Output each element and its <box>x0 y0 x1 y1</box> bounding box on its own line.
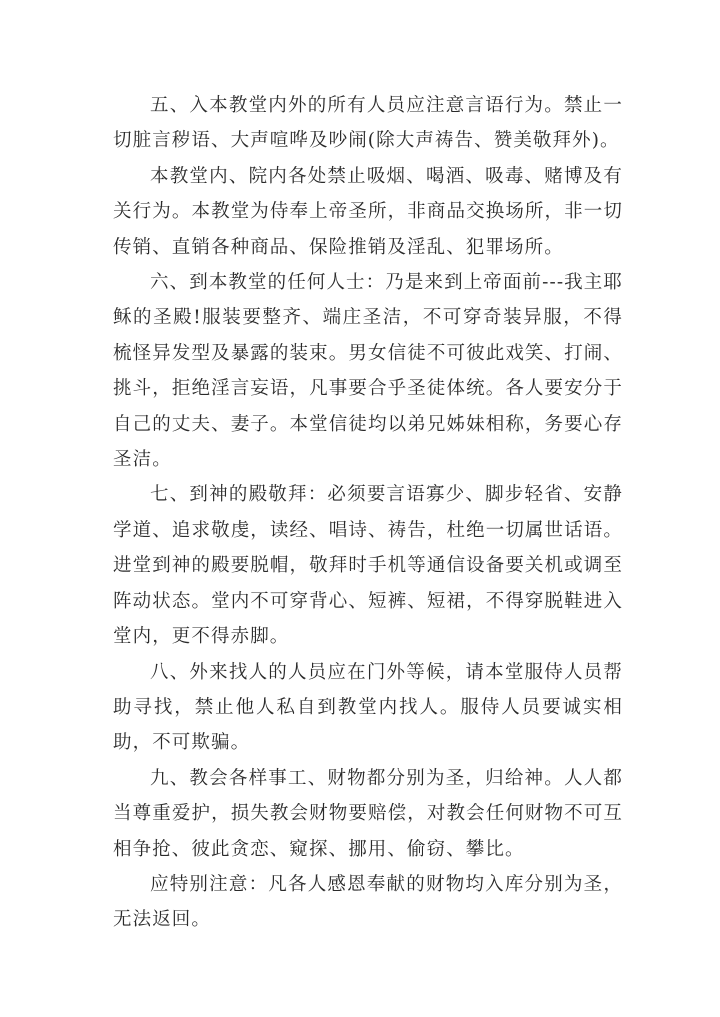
paragraph-rule-6: 六、到本教堂的任何人士：乃是来到上帝面前---我主耶稣的圣殿!服装要整齐、端庄圣洁，不可穿奇装异服，不得梳怪异发型及暴露的装束。男女信徒不可彼此戏笑、打闹、挑斗，拒绝淫言妄语，凡事要合乎圣徒体统。各人要安分于自己的丈夫、妻子。本堂信徒均以弟兄姊妹相称，务要心存圣洁。 <box>113 272 623 471</box>
document-body <box>113 88 623 938</box>
paragraph-rule-7: 七、到神的殿敬拜：必须要言语寡少、脚步轻省、安静学道、追求敬虔，读经、唱诗、祷告，杜绝一切属世话语。进堂到神的殿要脱帽，敬拜时手机等通信设备要关机或调至阵动状态。堂内不可穿背心、短裤、短裙，不得穿脱鞋进入堂内，更不得赤脚。 <box>113 484 623 648</box>
paragraph-special-note: 应特别注意：凡各人感恩奉献的财物均入库分别为圣，无法返回。 <box>113 873 623 931</box>
paragraph-rule-9: 九、教会各样事工、财物都分别为圣，归给神。人人都当尊重爱护，损失教会财物要赔偿，对教会任何财物不可互相争抢、彼此贪恋、窥探、挪用、偷窃、攀比。 <box>113 767 623 860</box>
paragraph-rule-5: 五、入本教堂内外的所有人员应注意言语行为。禁止一切脏言秽语、大声喧哗及吵闹(除大声祷告、赞美敬拜外)。 <box>113 95 623 152</box>
paragraph-rule-8: 八、外来找人的人员应在门外等候，请本堂服侍人员帮助寻找，禁止他人私自到教堂内找人。服侍人员要诚实相助，不可欺骗。 <box>113 661 623 754</box>
paragraph-rule-5-continued: 本教堂内、院内各处禁止吸烟、喝酒、吸毒、赌博及有关行为。本教堂为侍奉上帝圣所，非商品交换场所，非一切传销、直销各种商品、保险推销及淫乱、犯罪场所。 <box>113 165 623 258</box>
